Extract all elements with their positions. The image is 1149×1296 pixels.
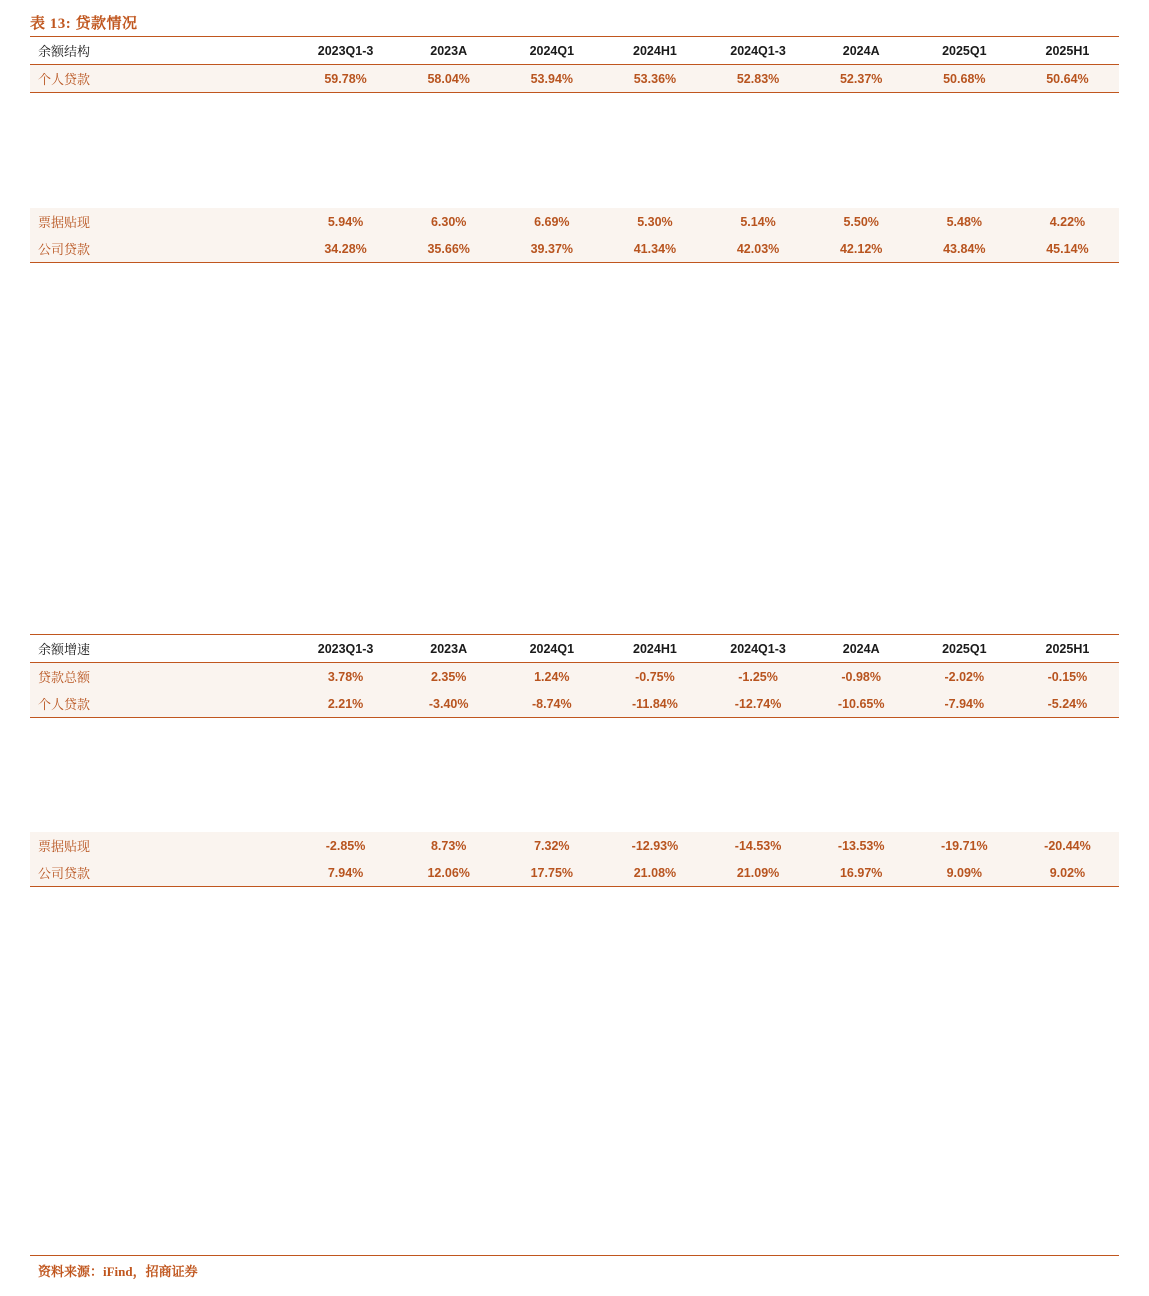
table-row (30, 235, 1119, 263)
header-row-label: 余额结构 (38, 44, 91, 59)
cell-value: 9.09% (946, 865, 983, 880)
column-header: 2024A (842, 641, 880, 656)
balance-growth-table (30, 634, 1119, 718)
balance-structure-table-top (30, 36, 1119, 93)
cell-value: 17.75% (530, 865, 574, 880)
balance-growth-table-bottom (30, 832, 1119, 887)
page-title: 表 13: 贷款情况 (30, 16, 138, 32)
table-row (30, 65, 1119, 93)
source-footer (30, 1255, 1119, 1281)
cell-value: 53.94% (530, 71, 574, 86)
cell-value: -12.74% (734, 696, 782, 711)
balance-structure-table-bottom (30, 208, 1119, 263)
cell-value: 21.09% (736, 865, 780, 880)
header-row-label: 余额增速 (38, 642, 91, 657)
table-header-row (30, 37, 1119, 65)
column-header: 2025H1 (1045, 43, 1090, 58)
column-header: 2024H1 (633, 43, 677, 58)
row-label: 个人贷款 (38, 697, 91, 712)
column-header: 2025Q1 (942, 641, 987, 656)
cell-value: -12.93% (631, 838, 679, 853)
cell-value: 2.35% (430, 669, 467, 684)
cell-value: 34.28% (324, 241, 367, 256)
column-header: 2023Q1-3 (317, 641, 374, 656)
cell-value: -8.74% (532, 696, 572, 711)
cell-value: -13.53% (837, 838, 885, 853)
column-header: 2023A (430, 43, 468, 58)
cell-value: -2.02% (944, 669, 985, 684)
cell-value: 6.69% (534, 214, 570, 229)
cell-value: -19.71% (941, 838, 988, 853)
cell-value: 45.14% (1046, 241, 1089, 256)
column-header: 2024A (842, 43, 880, 58)
cell-value: 16.97% (839, 865, 883, 880)
cell-value: -0.98% (841, 669, 881, 684)
cell-value: 43.84% (943, 241, 986, 256)
balance-structure-table-continued (30, 208, 1119, 263)
table-row (30, 663, 1119, 691)
row-label: 贷款总额 (38, 670, 91, 685)
column-header: 2023A (430, 641, 468, 656)
cell-value: -10.65% (837, 696, 885, 711)
cell-value: 5.48% (946, 214, 983, 229)
row-label: 公司贷款 (38, 866, 91, 881)
source-note: 资料来源：iFind，招商证券 (38, 1264, 198, 1279)
cell-value: 8.73% (430, 838, 467, 853)
cell-value: 52.37% (839, 71, 883, 86)
cell-value: -0.75% (635, 669, 675, 684)
cell-value: 42.12% (839, 241, 883, 256)
cell-value: 5.50% (843, 214, 879, 229)
table-row (30, 690, 1119, 718)
cell-value: -2.85% (325, 838, 366, 853)
row-label: 个人贷款 (38, 72, 91, 87)
row-label: 票据贴现 (38, 215, 91, 230)
cell-value: 7.32% (534, 838, 570, 853)
cell-value: 39.37% (530, 241, 574, 256)
column-header: 2024Q1-3 (730, 43, 786, 58)
cell-value: 7.94% (327, 865, 364, 880)
column-header: 2025Q1 (942, 43, 987, 58)
cell-value: -11.84% (632, 696, 678, 711)
cell-value: 42.03% (736, 241, 780, 256)
table-row (30, 208, 1119, 235)
column-header: 2023Q1-3 (317, 43, 374, 58)
cell-value: 2.21% (327, 696, 364, 711)
cell-value: 21.08% (633, 865, 677, 880)
cell-value: 1.24% (534, 669, 570, 684)
cell-value: -0.15% (1047, 669, 1088, 684)
column-header: 2024Q1-3 (730, 641, 786, 656)
row-label: 票据贴现 (38, 839, 91, 854)
balance-growth-table-continued (30, 832, 1119, 887)
table-row (30, 859, 1119, 887)
cell-value: 9.02% (1049, 865, 1086, 880)
cell-value: 3.78% (327, 669, 364, 684)
table-13-title-block (30, 0, 1119, 41)
cell-value: 58.04% (427, 71, 470, 86)
cell-value: -5.24% (1047, 696, 1088, 711)
cell-value: 4.22% (1049, 214, 1086, 229)
column-header: 2024H1 (633, 641, 677, 656)
balance-structure-table (30, 36, 1119, 93)
balance-growth-table-top (30, 634, 1119, 718)
cell-value: -14.53% (734, 838, 782, 853)
column-header: 2025H1 (1045, 641, 1090, 656)
cell-value: -7.94% (944, 696, 985, 711)
column-header: 2024Q1 (529, 43, 575, 58)
column-header: 2024Q1 (529, 641, 575, 656)
cell-value: 5.14% (740, 214, 776, 229)
table-row (30, 832, 1119, 859)
cell-value: 50.64% (1046, 71, 1089, 86)
cell-value: 59.78% (324, 71, 367, 86)
cell-value: 5.94% (327, 214, 364, 229)
cell-value: -20.44% (1044, 838, 1091, 853)
cell-value: 35.66% (427, 241, 470, 256)
cell-value: 50.68% (943, 71, 986, 86)
cell-value: 52.83% (736, 71, 780, 86)
cell-value: 5.30% (637, 214, 673, 229)
cell-value: 53.36% (633, 71, 677, 86)
table-header-row (30, 635, 1119, 663)
cell-value: 6.30% (430, 214, 467, 229)
cell-value: -3.40% (428, 696, 469, 711)
cell-value: 41.34% (633, 241, 677, 256)
cell-value: 12.06% (427, 865, 470, 880)
cell-value: -1.25% (738, 669, 778, 684)
row-label: 公司贷款 (38, 242, 91, 257)
